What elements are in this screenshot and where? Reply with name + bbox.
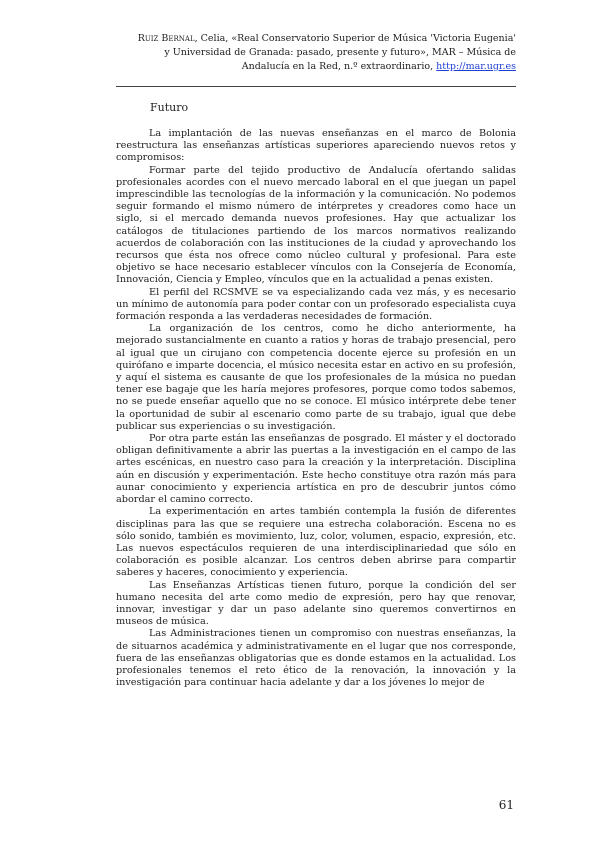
paragraph: La experimentación en artes también contempla la fusión de diferentes disciplinas para las que se requiere una estrecha colaboración. Escena no es sólo sonido, también es movimiento, luz, color, volumen, espacio, expresión, etc. Las nuevos espectáculos requieren de una interdisciplinariedad que sólo en colaboración es posible alcanzar. Los centros deben abrirse para compartir saberes y haceres, conocimiento y experiencia. <box>116 506 516 579</box>
paragraph: La organización de los centros, como he dicho anteriormente, ha mejorado sustancialmente en cuanto a ratios y horas de trabajo presencial, pero al igual que un cirujano con competencia docente ejerce su profesión en un quirófano e imparte docencia, el músico necesita estar en activo en su profesión, y aquí el sistema es causante de que los profesionales de la música no puedan tener ese bagaje que les haría mejores profesores, porque como todos sabemos, no se puede enseñar aquello que no se conoce. El músico intérprete debe tener la oportunidad de subir al escenario como parte de su trabajo, igual que debe publicar sus experiencias o su investigación. <box>116 323 516 432</box>
header-link[interactable]: http://mar.ugr.es <box>436 61 516 72</box>
paragraph: Por otra parte están las enseñanzas de posgrado. El máster y el doctorado obligan definitivamente a abrir las puertas a la investigación en el campo de las artes escénicas, en nuestro caso para la creación y la interpretación. Disciplina aún en discusión y experimentación. Este hecho constituye otra razón más para aunar conocimiento y experiencia artística en pro de descubrir juntos cómo abordar el camino correcto. <box>116 433 516 506</box>
header-citation: , Celia, «Real Conservatorio Superior de Música 'Victoria Eugenia' y Universidad de Granada: pasado, presente y futuro», MAR – Música de Andalucía en la Red, n.º extraordinario, <box>164 33 516 72</box>
paragraph: La implantación de las nuevas enseñanzas en el marco de Bolonia reestructura las enseñanzas artísticas superiores apareciendo nuevos retos y compromisos: <box>116 128 516 164</box>
paragraph: El perfil del RCSMVE se va especializando cada vez más, y es necesario un mínimo de autonomía para poder contar con un profesorado especialista cuya formación responda a las verdaderas necesidades de formación. <box>116 286 516 323</box>
page-number: 61 <box>498 798 514 812</box>
header-author: Ruiz Bernal <box>137 33 195 44</box>
section-title: Futuro <box>150 101 189 114</box>
paragraph: Las Administraciones tienen un compromiso con nuestras enseñanzas, la de situarnos académica y administrativamente en el lugar que nos corresponde, fuera de las enseñanzas obligatorias que es donde estamos en la actualidad. Los profesionales tenemos el reto ético de la renovación, la innovación y la investigación para continuar hacia adelante y dar a los jóvenes lo mejor de <box>116 628 516 689</box>
header-divider <box>116 86 516 87</box>
body-text <box>116 128 516 689</box>
paragraph: Las Enseñanzas Artísticas tienen futuro, porque la condición del ser humano necesita del arte como medio de expresión, pero hay que renovar, innovar, investigar y dar un paso adelante sino queremos convertirnos en museos de música. <box>116 579 516 628</box>
paragraph: Formar parte del tejido productivo de Andalucía ofertando salidas profesionales acordes con el nuevo mercado laboral en el que juegan un papel imprescindible las tecnologías de la información y la comunicación. No podemos seguir formando el mismo número de intérpretes y creadores como hace un siglo, si el mercado demanda nuevos profesiones. Hay que actualizar los catálogos de titulaciones partiendo de los marcos normativos realizando acuerdos de colaboración con las instituciones de la ciudad y aprovechando los recursos que ésta nos ofrece como núcleo cultural y profesional. Para este objetivo se hace necesario establecer vínculos con la Consejería de Economía, Innovación, Ciencia y Empleo, vínculos que en la actualidad a penas existen. <box>116 164 516 286</box>
running-header <box>136 32 516 74</box>
